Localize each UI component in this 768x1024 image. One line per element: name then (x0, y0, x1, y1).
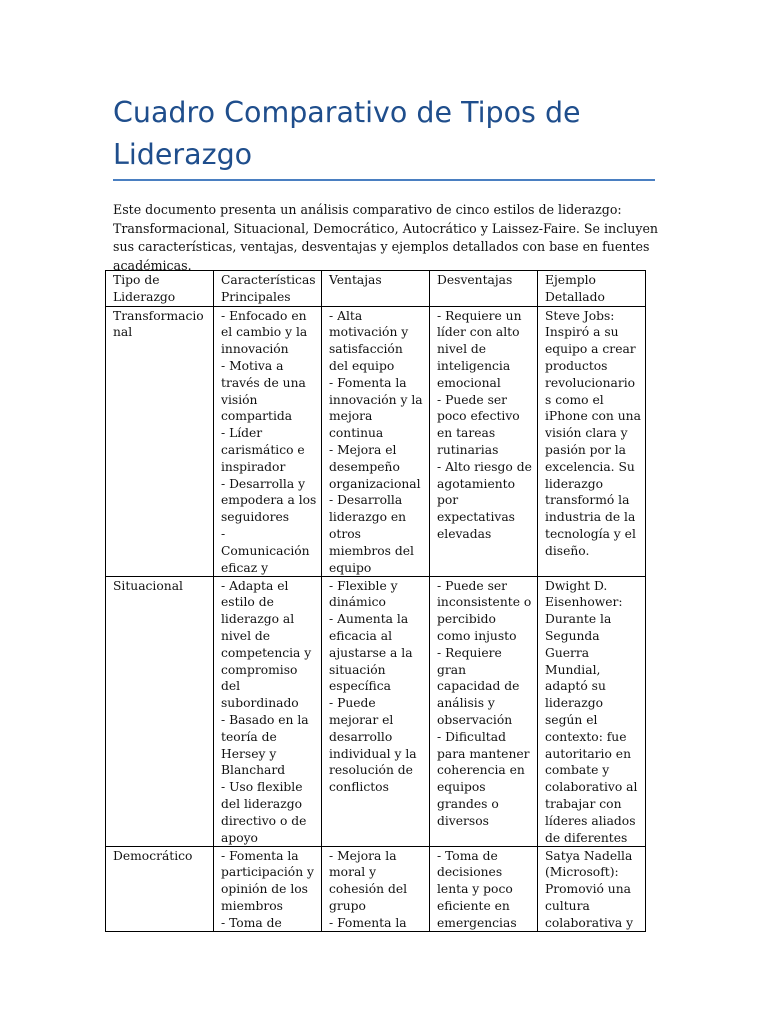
cell-ejemplo (538, 576, 646, 846)
ventajas-item: - Aumenta la eficacia al ajustarse a la situación específica (329, 612, 413, 694)
caracteristicas-item: - Adapta el estilo de liderazgo al nivel de competencia y compromiso del subordinado (221, 578, 312, 711)
comparison-table (105, 270, 646, 932)
cell-tipo (106, 306, 214, 576)
cell-ventajas (322, 306, 430, 576)
header-cell: Características Principales (214, 271, 322, 307)
caracteristicas-item: - Desarrolla y empodera a los seguidores (221, 476, 317, 525)
example-text: Dwight D. Eisenhower: Durante la Segunda Guerra Mundial, adaptó su liderazgo según el contexto: fue autoritario en combate y colaborativo al trabajar con líderes aliados de diferentes (545, 578, 638, 845)
cell-caracteristicas (214, 576, 322, 846)
cell-desventajas (430, 306, 538, 576)
cell-ejemplo (538, 846, 646, 931)
desventajas-item: - Alto riesgo de agotamiento por expectativas elevadas (437, 459, 532, 541)
caracteristicas-item: - Toma de (221, 915, 282, 930)
header-cell: Tipo de Liderazgo (106, 271, 214, 307)
cell-tipo (106, 576, 214, 846)
cell-ventajas (322, 576, 430, 846)
desventajas-item: - Puede ser inconsistente o percibido como injusto (437, 578, 532, 643)
cell-caracteristicas (214, 846, 322, 931)
title-underline (113, 179, 655, 181)
ventajas-item: - Mejora la moral y cohesión del grupo (329, 848, 408, 913)
example-text: Steve Jobs: Inspiró a su equipo a crear productos revolucionarios como el iPhone con una visión clara y pasión por la excelencia. Su liderazgo transformó la industria de la tecnología y el diseño. (545, 308, 641, 558)
ventajas-item: - Desarrolla liderazgo en otros miembros del equipo (329, 493, 414, 575)
document-title: Cuadro Comparativo de Tipos de Liderazgo (113, 96, 581, 171)
example-text: Satya Nadella (Microsoft): Promovió una cultura colaborativa y (545, 848, 634, 930)
ventajas-item: - Mejora el desempeño organizacional (329, 442, 421, 491)
ventajas-item: - Alta motivación y satisfacción del equipo (329, 308, 409, 373)
cell-desventajas (430, 576, 538, 846)
ventajas-item: - Fomenta la (329, 915, 407, 930)
intro-paragraph: Este documento presenta un análisis comparativo de cinco estilos de liderazgo: Transformacional, Situacional, Democrático, Autocrático y Laissez-Faire. Se incluyen sus características, ventajas, desventajas y ejemplos detallados con base en fuentes académicas. (113, 202, 659, 273)
table-row (106, 576, 646, 846)
cell-tipo (106, 846, 214, 931)
caracteristicas-item: - Fomenta la participación y opinión de los miembros (221, 848, 314, 913)
caracteristicas-item: - Motiva a través de una visión compartida (221, 358, 306, 424)
header-cell: Desventajas (430, 271, 538, 307)
cell-caracteristicas (214, 306, 322, 576)
header-cell: Ventajas (322, 271, 430, 307)
ventajas-item: - Puede mejorar el desarrollo individual y la resolución de conflictos (329, 696, 417, 795)
cell-ventajas (322, 846, 430, 931)
desventajas-item: - Puede ser poco efectivo en tareas rutinarias (437, 392, 520, 457)
desventajas-item: - Dificultad para mantener coherencia en equipos grandes o diversos (437, 729, 530, 828)
header-cell: Ejemplo Detallado (538, 271, 646, 307)
ventajas-item: - Fomenta la innovación y la mejora continua (329, 375, 423, 441)
leadership-type: Situacional (113, 578, 183, 593)
cell-desventajas (430, 846, 538, 931)
ventajas-item: - Flexible y dinámico (329, 578, 398, 610)
table-row (106, 846, 646, 931)
desventajas-item: - Toma de decisiones lenta y poco eficiente en emergencias (437, 848, 517, 930)
leadership-type: Transformacional (113, 308, 204, 340)
caracteristicas-item: - Enfocado en el cambio y la innovación (221, 308, 308, 357)
table-header-row (106, 271, 646, 307)
table-row (106, 306, 646, 576)
cell-ejemplo (538, 306, 646, 576)
desventajas-item: - Requiere un líder con alto nivel de inteligencia emocional (437, 308, 522, 390)
caracteristicas-item: - Basado en la teoría de Hersey y Blanchard (221, 712, 309, 778)
caracteristicas-item: - Uso flexible del liderazgo directivo o de apoyo (221, 780, 307, 845)
desventajas-item: - Requiere gran capacidad de análisis y observación (437, 645, 520, 727)
caracteristicas-item: - Líder carismático e inspirador (221, 426, 305, 474)
leadership-type: Democrático (113, 848, 193, 863)
caracteristicas-item: - Comunicación eficaz y (221, 526, 310, 575)
